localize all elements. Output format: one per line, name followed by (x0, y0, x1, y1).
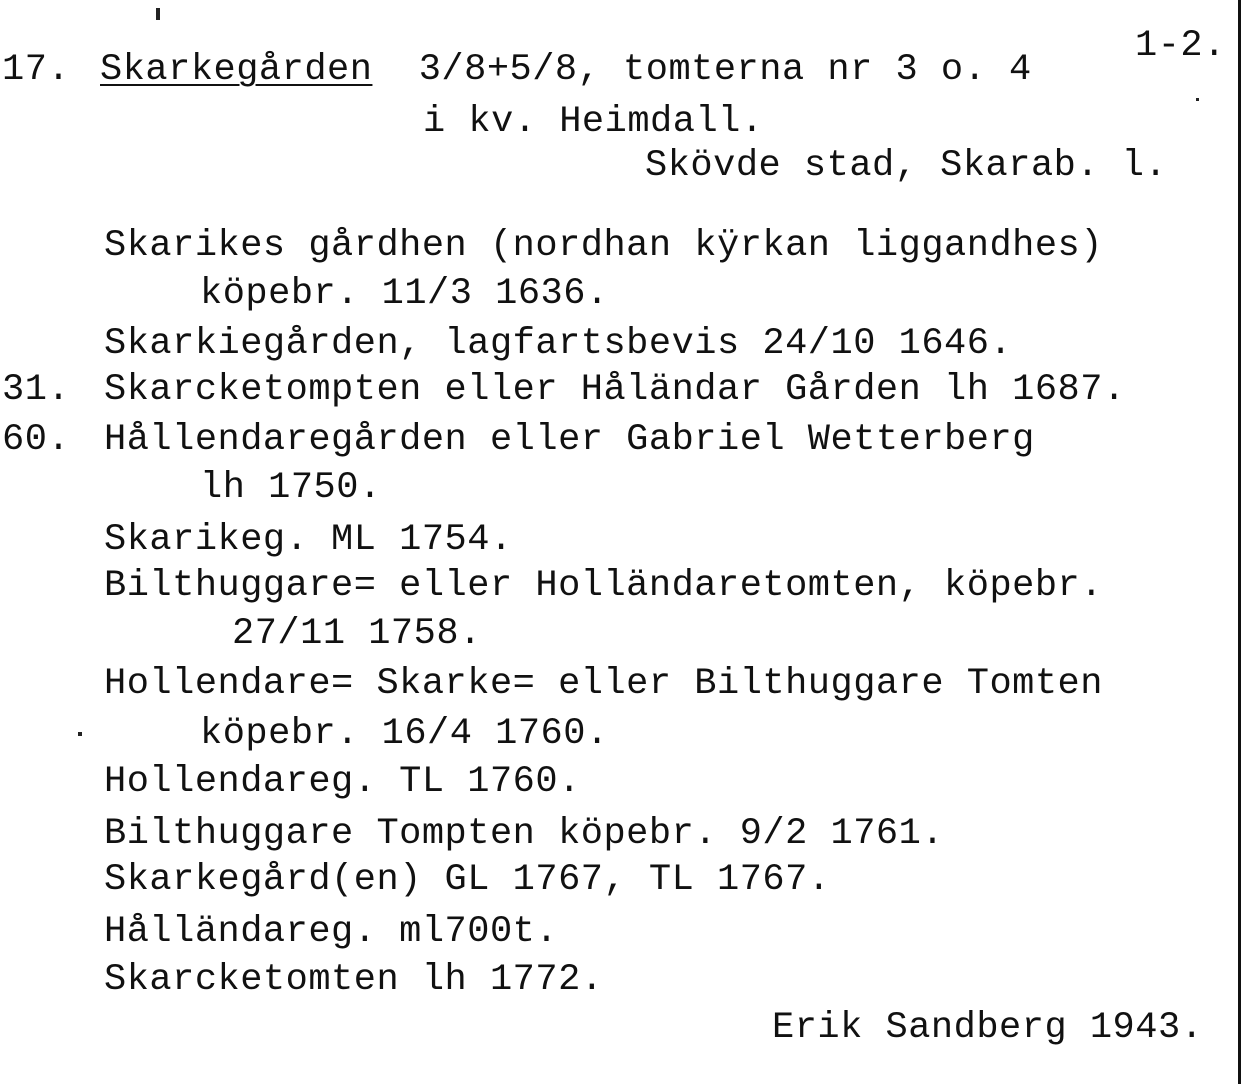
entry-text: Skarikeg. ML 1754. (104, 519, 513, 561)
farm-name: Skarkegården (100, 49, 373, 91)
signature: Erik Sandberg 1943. (772, 1007, 1204, 1049)
entry-text: Bilthuggare= eller Holländaretomten, köpebr. (104, 565, 1103, 607)
entry-text: Bilthuggare Tompten köpebr. 9/2 1761. (104, 813, 945, 855)
entry-text: Hållendaregården eller Gabriel Wetterberg (104, 419, 1035, 461)
entry-number: 17. (2, 49, 71, 91)
entry-text: 27/11 1758. (232, 613, 482, 655)
header-line3: Skövde stad, Skarab. l. (645, 145, 1168, 187)
ink-speck (1196, 98, 1199, 101)
header-line1: 3/8+5/8, tomterna nr 3 o. 4 (396, 49, 1032, 91)
header-line2: i kv. Heimdall. (423, 101, 764, 143)
entry-text: Skarkegård(en) GL 1767, TL 1767. (104, 859, 831, 901)
entry-text: Skarcketompten eller Håländar Gården lh 1687. (104, 369, 1126, 411)
entry-text: Skarkiegården, lagfartsbevis 24/10 1646. (104, 323, 1013, 365)
card-index: 1-2. (1135, 25, 1226, 67)
entry-text: lh 1750. (200, 467, 382, 509)
entry-text: Hålländareg. ml700t. (104, 911, 559, 953)
entry-text: Skarikes gårdhen (nordhan kÿrkan liggandhes) (104, 225, 1103, 267)
ink-speck (156, 8, 160, 20)
entry-text: köpebr. 16/4 1760. (200, 713, 609, 755)
right-edge-rule (1238, 0, 1241, 1084)
entry-prefix: 60. (2, 419, 71, 461)
entry-text: Hollendareg. TL 1760. (104, 761, 581, 803)
entry-text: Skarcketomten lh 1772. (104, 959, 604, 1001)
entry-text: Hollendare= Skarke= eller Bilthuggare Tomten (104, 663, 1103, 705)
ink-speck (78, 732, 82, 736)
entry-text: köpebr. 11/3 1636. (200, 273, 609, 315)
entry-prefix: 31. (2, 369, 71, 411)
